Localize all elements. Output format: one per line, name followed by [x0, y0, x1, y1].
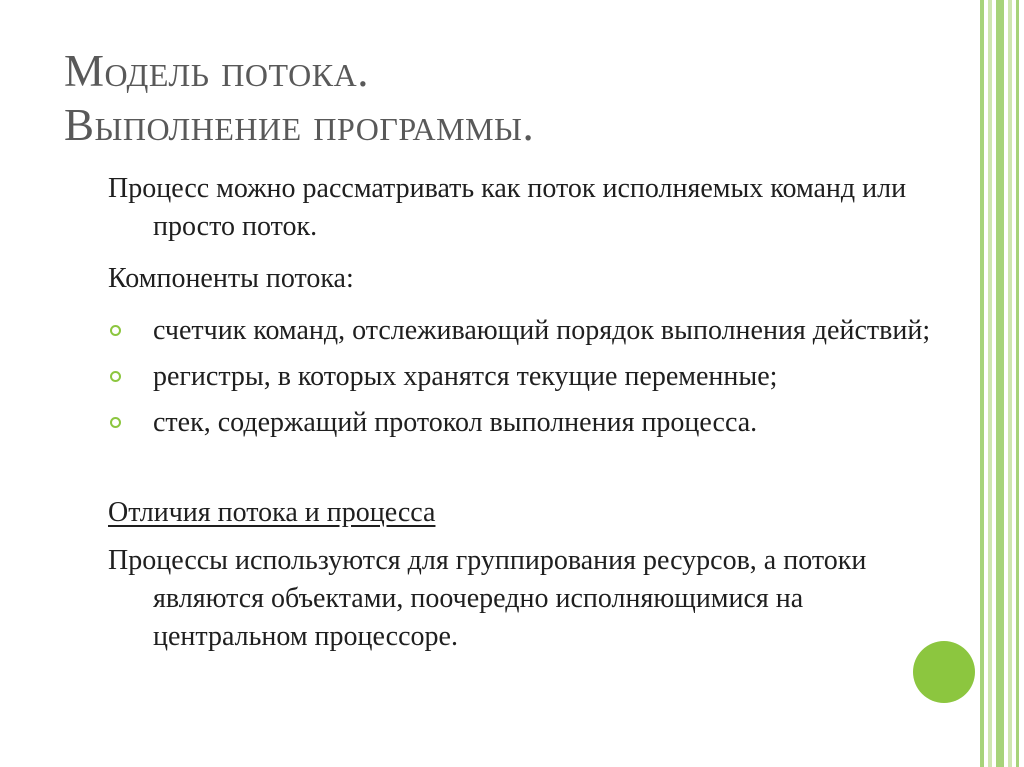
components-list — [108, 312, 958, 442]
decorative-stripes — [980, 0, 1024, 767]
ring-bullet-icon — [110, 371, 121, 382]
stripe — [1008, 0, 1012, 767]
slide-title — [64, 44, 944, 152]
stripe — [996, 0, 1004, 767]
list-item-text: регистры, в которых хранятся текущие переменные; — [153, 361, 778, 392]
ring-bullet-icon — [110, 325, 121, 336]
ring-bullet-icon — [110, 417, 121, 428]
list-item-text: стек, содержащий протокол выполнения процесса. — [153, 407, 758, 438]
slide-title-line-2: Выполнение программы. — [64, 100, 535, 150]
components-heading: Компоненты потока: — [108, 263, 354, 294]
list-item — [108, 312, 958, 350]
green-circle-decoration — [913, 641, 975, 703]
slide-title-line-1: Модель потока. — [64, 46, 369, 96]
list-item — [108, 358, 958, 396]
stripe — [980, 0, 984, 767]
list-item — [108, 404, 958, 442]
stripe — [988, 0, 992, 767]
difference-paragraph: Процессы используются для группирования ресурсов, а потоки являются объектами, поочередно исполняющимися на центральном процессоре. — [108, 545, 867, 652]
intro-paragraph: Процесс можно рассматривать как поток исполняемых команд или просто поток. — [108, 173, 907, 242]
slide-body — [108, 170, 958, 656]
list-item-text: счетчик команд, отслеживающий порядок выполнения действий; — [153, 315, 931, 346]
stripe — [1016, 0, 1019, 767]
difference-heading: Отличия потока и процесса — [108, 497, 436, 528]
